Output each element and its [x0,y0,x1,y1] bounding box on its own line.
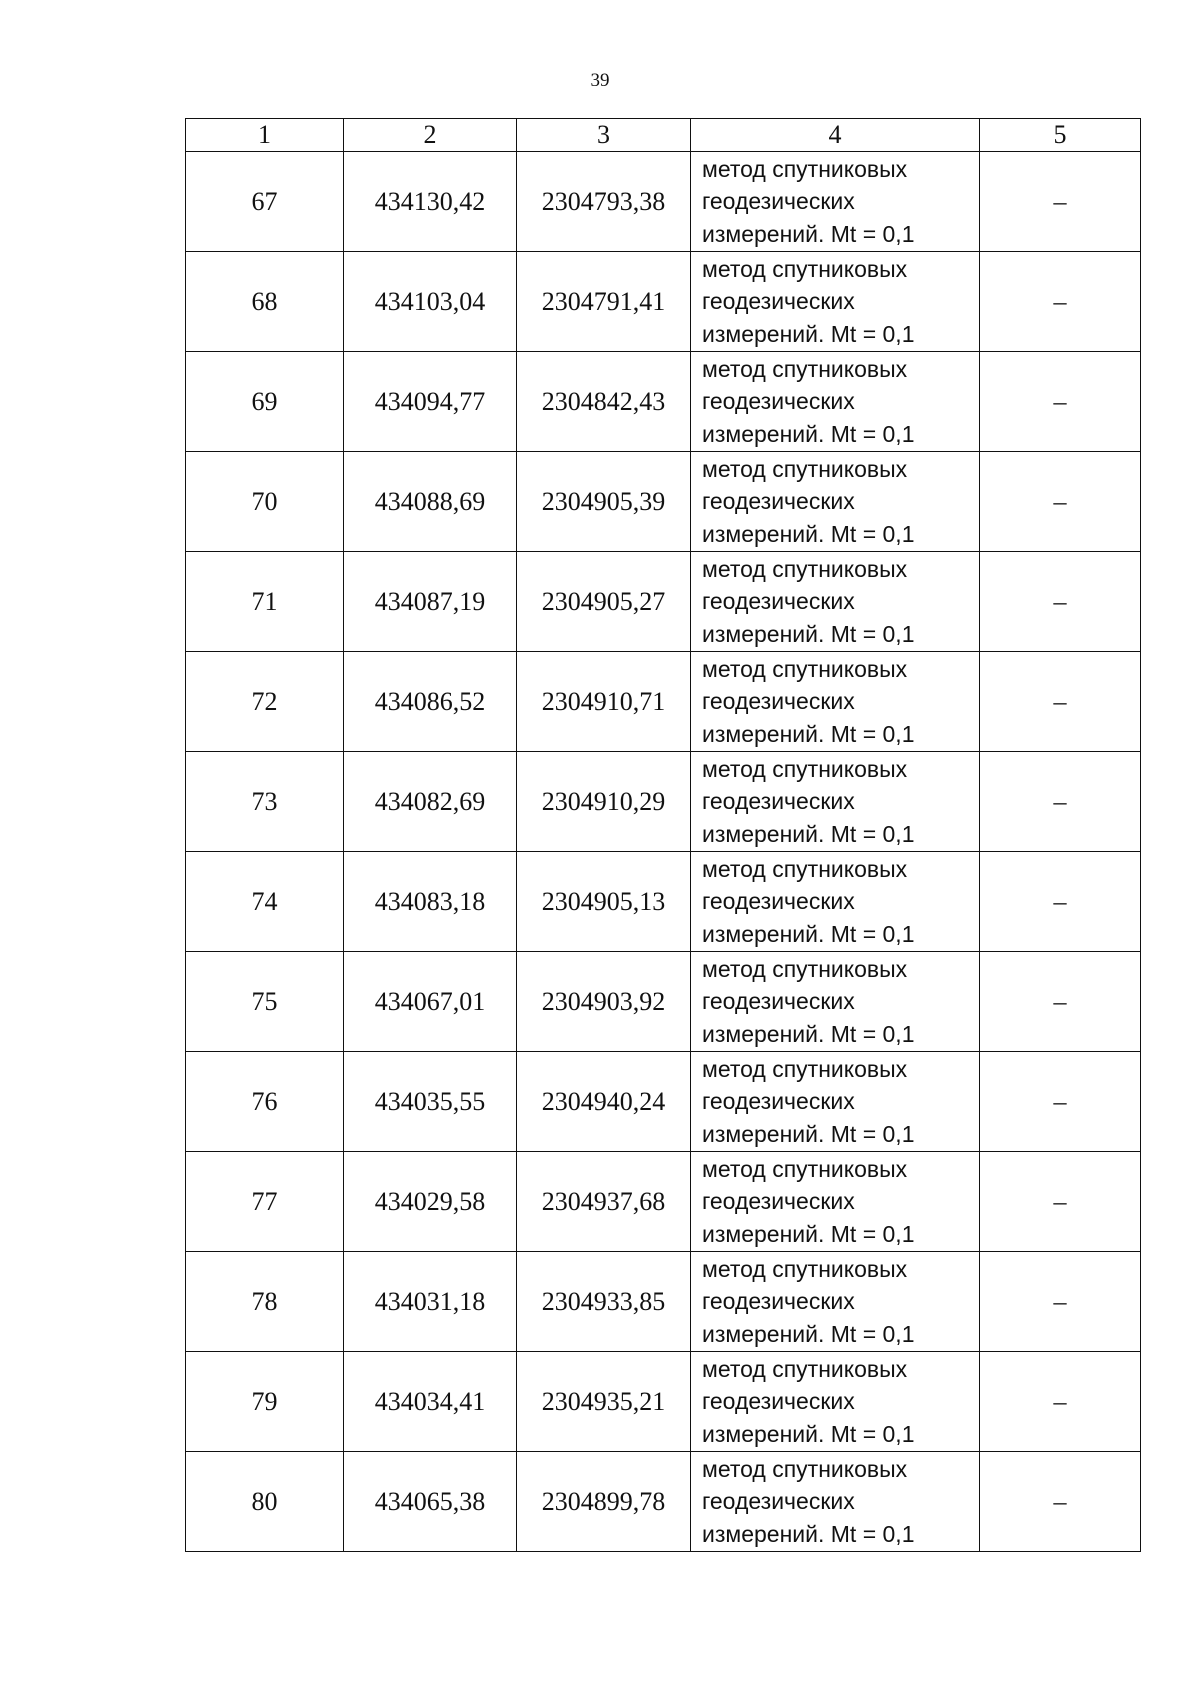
method-cell [691,1252,980,1352]
y-coordinate-cell: 2304903,92 [517,952,691,1052]
method-line: измерений. Mt = 0,1 [702,1420,915,1447]
method-line: метод спутниковых [702,355,908,382]
table-row [186,352,1141,452]
method-line: геодезических [702,788,855,815]
table-row [186,552,1141,652]
method-line: измерений. Mt = 0,1 [702,720,915,747]
method-line: геодезических [702,1088,855,1115]
method-line: геодезических [702,588,855,615]
note-cell: – [980,1352,1141,1452]
method-line: геодезических [702,888,855,915]
method-line: геодезических [702,1288,855,1315]
y-coordinate-cell: 2304940,24 [517,1052,691,1152]
table-row [186,952,1141,1052]
note-cell: – [980,352,1141,452]
table-row [186,1152,1141,1252]
note-cell: – [980,152,1141,252]
x-coordinate-cell: 434088,69 [344,452,517,552]
method-cell [691,352,980,452]
method-cell [691,1152,980,1252]
point-number-cell: 68 [186,252,344,352]
x-coordinate-cell: 434082,69 [344,752,517,852]
method-line: метод спутниковых [702,955,908,982]
header-cell-1: 1 [186,119,344,152]
method-cell [691,252,980,352]
method-line: метод спутниковых [702,455,908,482]
method-line: измерений. Mt = 0,1 [702,820,915,847]
method-line: метод спутниковых [702,755,908,782]
note-cell: – [980,552,1141,652]
method-line: измерений. Mt = 0,1 [702,520,915,547]
note-cell: – [980,952,1141,1052]
method-cell [691,452,980,552]
coordinates-table [185,118,1141,1552]
x-coordinate-cell: 434083,18 [344,852,517,952]
point-number-cell: 73 [186,752,344,852]
method-cell [691,552,980,652]
method-line: геодезических [702,1188,855,1215]
y-coordinate-cell: 2304937,68 [517,1152,691,1252]
x-coordinate-cell: 434130,42 [344,152,517,252]
point-number-cell: 76 [186,1052,344,1152]
table-body [186,152,1141,1552]
x-coordinate-cell: 434086,52 [344,652,517,752]
method-line: измерений. Mt = 0,1 [702,1520,915,1547]
x-coordinate-cell: 434103,04 [344,252,517,352]
y-coordinate-cell: 2304842,43 [517,352,691,452]
point-number-cell: 77 [186,1152,344,1252]
y-coordinate-cell: 2304905,13 [517,852,691,952]
method-line: метод спутниковых [702,155,908,182]
x-coordinate-cell: 434035,55 [344,1052,517,1152]
point-number-cell: 78 [186,1252,344,1352]
method-line: геодезических [702,288,855,315]
point-number-cell: 79 [186,1352,344,1452]
method-line: геодезических [702,988,855,1015]
point-number-cell: 72 [186,652,344,752]
page-number: 39 [590,70,610,91]
method-cell [691,1052,980,1152]
y-coordinate-cell: 2304905,27 [517,552,691,652]
method-cell [691,852,980,952]
note-cell: – [980,852,1141,952]
method-line: измерений. Mt = 0,1 [702,1220,915,1247]
header-cell-2: 2 [344,119,517,152]
x-coordinate-cell: 434065,38 [344,1452,517,1552]
method-cell [691,152,980,252]
method-line: измерений. Mt = 0,1 [702,420,915,447]
note-cell: – [980,452,1141,552]
y-coordinate-cell: 2304910,71 [517,652,691,752]
table-row [186,752,1141,852]
method-line: геодезических [702,1488,855,1515]
method-line: метод спутниковых [702,655,908,682]
method-line: геодезических [702,388,855,415]
point-number-cell: 71 [186,552,344,652]
header-cell-4: 4 [691,119,980,152]
y-coordinate-cell: 2304910,29 [517,752,691,852]
note-cell: – [980,252,1141,352]
table-row [186,452,1141,552]
method-line: метод спутниковых [702,1355,908,1382]
table-row [186,1452,1141,1552]
point-number-cell: 80 [186,1452,344,1552]
note-cell: – [980,652,1141,752]
header-cell-5: 5 [980,119,1141,152]
method-line: измерений. Mt = 0,1 [702,1120,915,1147]
x-coordinate-cell: 434067,01 [344,952,517,1052]
point-number-cell: 69 [186,352,344,452]
method-line: метод спутниковых [702,1055,908,1082]
y-coordinate-cell: 2304899,78 [517,1452,691,1552]
x-coordinate-cell: 434031,18 [344,1252,517,1352]
table-row [186,252,1141,352]
note-cell: – [980,752,1141,852]
method-line: метод спутниковых [702,1455,908,1482]
method-line: метод спутниковых [702,1155,908,1182]
method-line: измерений. Mt = 0,1 [702,220,915,247]
y-coordinate-cell: 2304905,39 [517,452,691,552]
note-cell: – [980,1052,1141,1152]
note-cell: – [980,1152,1141,1252]
table-row [186,1252,1141,1352]
x-coordinate-cell: 434029,58 [344,1152,517,1252]
method-line: измерений. Mt = 0,1 [702,920,915,947]
note-cell: – [980,1452,1141,1552]
header-row [186,119,1141,152]
x-coordinate-cell: 434087,19 [344,552,517,652]
method-cell [691,752,980,852]
table-row [186,1052,1141,1152]
method-line: геодезических [702,488,855,515]
method-line: метод спутниковых [702,1255,908,1282]
table-row [186,1352,1141,1452]
x-coordinate-cell: 434094,77 [344,352,517,452]
method-cell [691,1452,980,1552]
header-cell-3: 3 [517,119,691,152]
point-number-cell: 74 [186,852,344,952]
method-line: измерений. Mt = 0,1 [702,620,915,647]
method-cell [691,952,980,1052]
note-cell: – [980,1252,1141,1352]
method-line: измерений. Mt = 0,1 [702,320,915,347]
y-coordinate-cell: 2304791,41 [517,252,691,352]
method-line: измерений. Mt = 0,1 [702,1020,915,1047]
table-row [186,152,1141,252]
method-line: метод спутниковых [702,855,908,882]
method-line: геодезических [702,688,855,715]
method-cell [691,652,980,752]
method-cell [691,1352,980,1452]
point-number-cell: 70 [186,452,344,552]
method-line: геодезических [702,1388,855,1415]
y-coordinate-cell: 2304935,21 [517,1352,691,1452]
method-line: геодезических [702,188,855,215]
table-header [186,119,1141,152]
method-line: измерений. Mt = 0,1 [702,1320,915,1347]
table-row [186,652,1141,752]
point-number-cell: 67 [186,152,344,252]
x-coordinate-cell: 434034,41 [344,1352,517,1452]
y-coordinate-cell: 2304933,85 [517,1252,691,1352]
point-number-cell: 75 [186,952,344,1052]
y-coordinate-cell: 2304793,38 [517,152,691,252]
table-row [186,852,1141,952]
method-line: метод спутниковых [702,255,908,282]
method-line: метод спутниковых [702,555,908,582]
